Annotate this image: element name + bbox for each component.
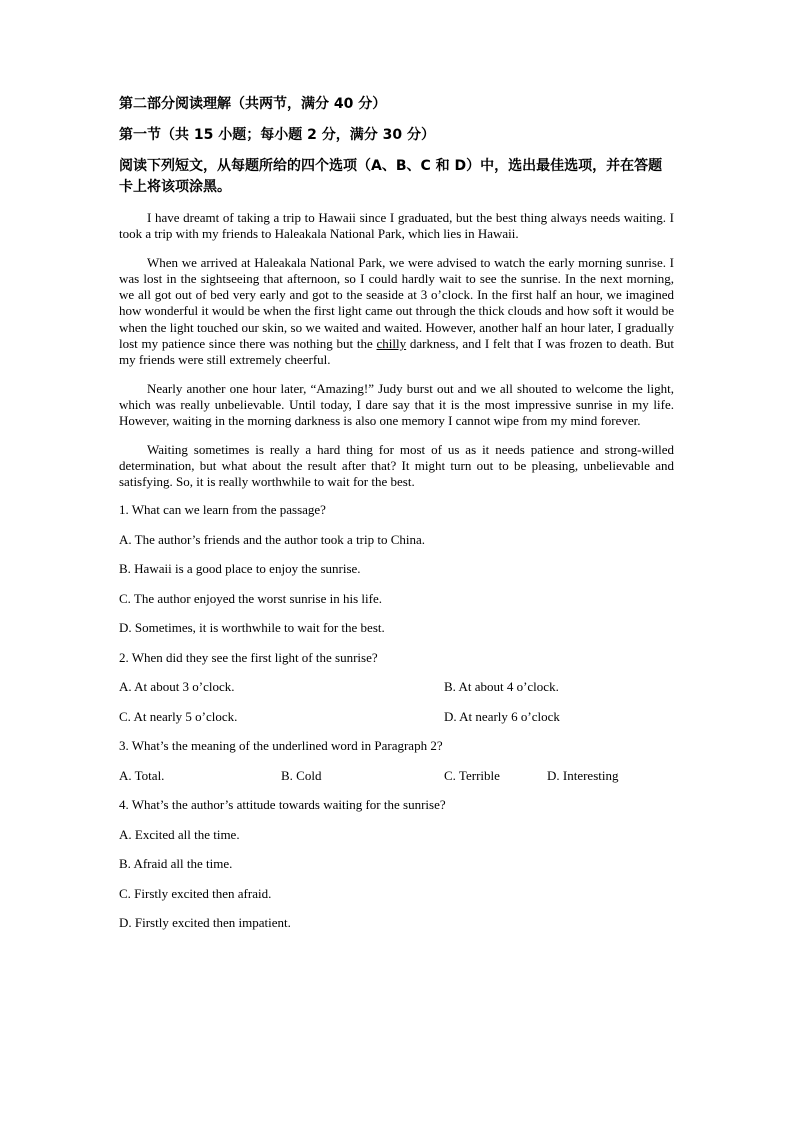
option-d: D. Firstly excited then impatient. — [119, 915, 291, 931]
option-d: D. Sometimes, it is worthwhile to wait for the best. — [119, 620, 385, 636]
reading-passage — [119, 210, 674, 490]
option-a: A. At about 3 o’clock. — [119, 679, 235, 695]
question-stem: 3. What’s the meaning of the underlined word in Paragraph 2? — [119, 738, 443, 754]
option-a: A. Total. — [119, 767, 165, 783]
option-d: D. Interesting — [547, 767, 619, 783]
option-c: C. At nearly 5 o’clock. — [119, 708, 238, 724]
option-c: C. Terrible — [444, 767, 500, 783]
option-c: C. Firstly excited then afraid. — [119, 885, 272, 901]
question-4 — [119, 797, 674, 931]
passage-paragraph-2 — [119, 255, 674, 369]
option-d: D. At nearly 6 o’clock — [444, 708, 560, 724]
question-stem: 4. What’s the author’s attitude towards waiting for the sunrise? — [119, 797, 446, 813]
option-b: B. Afraid all the time. — [119, 856, 233, 872]
option-c: C. The author enjoyed the worst sunrise in his life. — [119, 590, 382, 606]
exam-page — [119, 94, 674, 945]
passage-paragraph-2-part-1: When we arrived at Haleakala National Park, we were advised to watch the early morning sunrise. I was lost in the sightseeing that afternoon, so I could hardly wait to see the sunrise. In the next morning, we all got out of bed very early and got to the seaside at 3 o’clock. In the first half an hour, we imagined how wonderful it would be when the first light came out through the thick clouds and how soft it would be when the light touched our skin, so we waited and waited. However, another half an hour later, I gradually lost my patience since there was nothing but the — [119, 254, 674, 352]
option-b: B. At about 4 o’clock. — [444, 679, 559, 695]
options-row-1 — [119, 679, 674, 695]
passage-paragraph-2-part-2: darkness, and I felt that I was frozen to death. But my friends were still extremely cheerful. — [119, 336, 674, 368]
question-1 — [119, 502, 674, 636]
section-title: 第二部分阅读理解（共两节，满分 40 分） — [119, 96, 387, 112]
instructions: 阅读下列短文，从每题所给的四个选项（A、B、C 和 D）中，选出最佳选项，并在答题卡上将该项涂黑。 — [119, 158, 663, 195]
options-row-2 — [119, 709, 674, 725]
question-stem: 1. What can we learn from the passage? — [119, 502, 326, 518]
question-stem: 2. When did they see the first light of the sunrise? — [119, 649, 378, 665]
option-b: B. Cold — [281, 767, 322, 783]
option-a: A. Excited all the time. — [119, 826, 240, 842]
passage-paragraph-4: Waiting sometimes is really a hard thing for most of us as it needs patience and strong-willed determination, but what about the result after that? It might turn out to be pleasing, unbelievable and satisfying. So, it is really worthwhile to wait for the best. — [119, 441, 674, 490]
option-b: B. Hawaii is a good place to enjoy the sunrise. — [119, 561, 361, 577]
options-row — [119, 768, 674, 784]
question-3 — [119, 738, 674, 784]
passage-paragraph-3: Nearly another one hour later, “Amazing!” Judy burst out and we all shouted to welcome the light, which was really unbelievable. Until today, I dare say that it is the most impressive sunrise in my life. However, waiting in the morning darkness is also one memory I cannot wipe from my mind forever. — [119, 380, 674, 429]
subsection-title: 第一节（共 15 小题；每小题 2 分，满分 30 分） — [119, 127, 435, 143]
underlined-word: chilly — [376, 336, 407, 352]
question-2 — [119, 650, 674, 725]
passage-paragraph-1: I have dreamt of taking a trip to Hawaii since I graduated, but the best thing always needs waiting. I took a trip with my friends to Haleakala National Park, which lies in Hawaii. — [119, 210, 674, 242]
option-a: A. The author’s friends and the author took a trip to China. — [119, 531, 426, 547]
